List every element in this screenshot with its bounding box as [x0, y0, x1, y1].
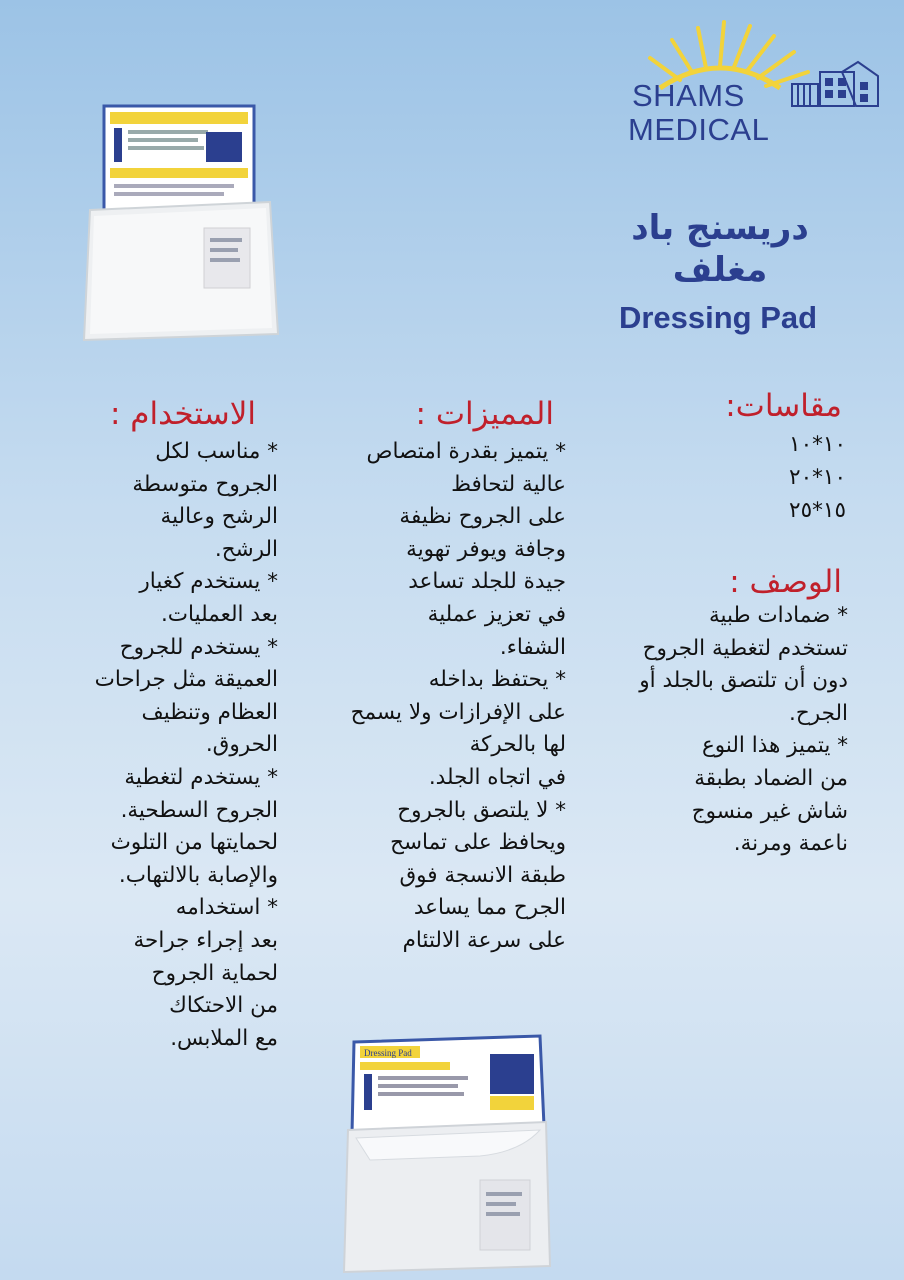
usage-line: * مناسب لكل [155, 439, 278, 464]
size-item: ١٥*٢٥ [789, 498, 846, 523]
usage-line: * يستخدم للجروح [119, 634, 278, 660]
description-line: دون أن تلتصق بالجلد أو [639, 668, 848, 694]
title-arabic-line2: مغلف [672, 250, 768, 290]
description-line: تستخدم لتغطية الجروح [642, 635, 848, 661]
description-line: الجرح. [789, 700, 848, 726]
description-line: ناعمة ومرنة. [733, 831, 848, 857]
usage-line: لحماية الجروح [151, 960, 278, 986]
usage-line: * يستخدم كغيار [139, 569, 278, 595]
usage-line: الجروح متوسطة [132, 471, 278, 497]
box-label: Dressing Pad [364, 1048, 412, 1058]
title-english: Dressing Pad [618, 300, 818, 335]
features-line: لها بالحركة [469, 732, 566, 758]
features-line: الجرح مما يساعد [413, 895, 566, 921]
sizes-list [706, 428, 846, 527]
dressing-pad-package-icon [74, 98, 288, 348]
features-text [296, 436, 566, 958]
features-line: جيدة للجلد تساعد [408, 569, 566, 595]
usage-line: * استخدامه [175, 895, 278, 921]
features-heading: المميزات : [415, 396, 554, 432]
usage-line: * يستخدم لتغطية [124, 764, 278, 790]
usage-line: الحروق. [205, 732, 278, 758]
features-line: على الجروح نظيفة [399, 504, 566, 530]
usage-heading: الاستخدام : [109, 396, 256, 432]
features-line: * لا يلتصق بالجروح [397, 797, 566, 823]
usage-line: بعد العمليات. [160, 601, 278, 627]
features-line: طبقة الانسجة فوق [399, 862, 566, 888]
usage-line: العميقة مثل جراحات [94, 667, 278, 693]
brand-name-shams: SHAMS [632, 78, 745, 113]
usage-line: العظام وتنظيف [141, 699, 278, 725]
features-line: على سرعة الالتئام [402, 927, 566, 953]
usage-line: من الاحتكاك [169, 993, 278, 1019]
usage-line: بعد إجراء جراحة [133, 927, 278, 953]
features-line: وجافة ويوفر تهوية [406, 536, 566, 562]
description-line: * يتميز هذا النوع [701, 733, 848, 759]
usage-line: لحمايتها من التلوث [110, 830, 278, 856]
sizes-heading: مقاسات: [725, 388, 842, 424]
brand-name-medical: MEDICAL [628, 112, 770, 147]
size-item: ١٠*٢٠ [789, 465, 846, 490]
features-line: * يحتفظ بداخله [428, 667, 566, 693]
description-text [528, 600, 848, 861]
description-line: شاش غير منسوج [691, 798, 848, 824]
usage-line: والإصابة بالالتهاب. [118, 862, 278, 888]
features-line: في اتجاه الجلد. [428, 764, 566, 790]
usage-line: مع الملابس. [170, 1025, 278, 1051]
usage-text [18, 436, 278, 1055]
description-line: من الضماد بطبقة [694, 765, 848, 791]
usage-line: الرشح. [214, 536, 278, 562]
description-heading: الوصف : [729, 564, 842, 600]
features-line: * يتميز بقدرة امتصاص [366, 439, 566, 464]
description-line: * ضمادات طبية [708, 603, 848, 628]
dressing-pad-box-icon [340, 1030, 552, 1276]
building-icon [792, 62, 878, 106]
features-line: عالية لتحافظ [451, 471, 566, 497]
features-line: على الإفرازات ولا يسمح [350, 699, 566, 725]
features-line: ويحافظ على تماسح [390, 830, 566, 856]
features-line: الشفاء. [499, 634, 566, 660]
sun-rays-icon [650, 22, 808, 86]
usage-line: الجروح السطحية. [120, 797, 278, 823]
usage-line: الرشح وعالية [160, 504, 278, 530]
features-line: في تعزيز عملية [427, 601, 566, 627]
title-arabic-line1: دريسنج باد [631, 208, 809, 248]
size-item: ١٠*١٠ [789, 432, 846, 457]
